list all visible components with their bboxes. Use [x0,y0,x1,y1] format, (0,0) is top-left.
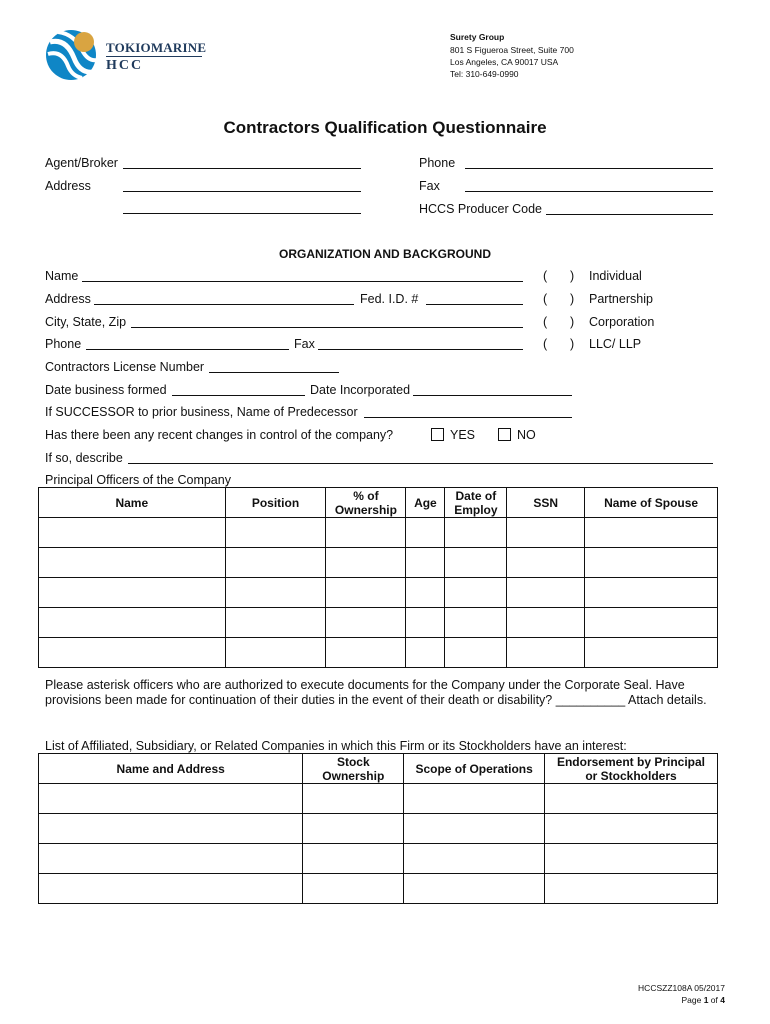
city-state-zip-field[interactable] [131,327,523,328]
yes-label: YES [450,428,476,442]
entity-individual: Individual [589,269,642,283]
producer-code-field[interactable] [546,214,713,215]
org-name-field[interactable] [82,281,523,282]
table-row [39,874,718,904]
entity-llc-llp: LLC/ LLP [589,337,642,351]
agent-phone-label: Phone [419,156,456,170]
officers-header-row [39,488,718,518]
agent-fax-field[interactable] [465,191,713,192]
section-heading-organization: ORGANIZATION AND BACKGROUND [279,247,491,261]
table-row [39,518,718,548]
col-header-spouse: Name of Spouse [585,488,718,518]
table-row [39,638,718,668]
agent-fax-label: Fax [419,179,440,193]
city-state-zip-label: City, State, Zip [45,315,127,329]
org-phone-field[interactable] [86,349,289,350]
entity-paren-close[interactable]: ) [570,315,575,329]
officers-caption: Principal Officers of the Company [45,473,231,487]
table-row [39,814,718,844]
company-street: 801 S Figueroa Street, Suite 700 [450,45,574,55]
describe-label: If so, describe [45,451,123,465]
no-checkbox[interactable] [498,428,511,441]
date-formed-field[interactable] [172,395,305,396]
logo-divider [106,56,202,57]
company-city: Los Angeles, CA 90017 USA [450,57,559,67]
col-header-stock-ownership: Stock Ownership [303,754,404,784]
col-header-age: Age [406,488,445,518]
col-header-position: Position [225,488,326,518]
agent-address-field-2[interactable] [123,213,361,214]
license-number-field[interactable] [209,372,339,373]
agent-address-field[interactable] [123,191,361,192]
logo-line1: TOKIOMARINE [106,40,207,55]
col-header-ssn: SSN [507,488,585,518]
date-incorporated-label: Date Incorporated [310,383,411,397]
affiliates-header-row [39,754,718,784]
company-tel: Tel: 310-649-0990 [450,69,519,79]
producer-code-label: HCCS Producer Code [419,202,542,216]
date-incorporated-field[interactable] [413,395,572,396]
describe-field[interactable] [128,463,713,464]
entity-corporation: Corporation [589,315,655,329]
entity-partnership: Partnership [589,292,653,306]
agent-address-label: Address [45,179,91,193]
form-id: HCCSZZ108A 05/2017 [638,983,725,993]
affiliates-caption: List of Affiliated, Subsidiary, or Related Companies in which this Firm or its Stockholders have an interest: [45,739,627,753]
col-header-ownership: % of Ownership [326,488,406,518]
fed-id-field[interactable] [426,304,523,305]
officers-table [38,487,718,668]
entity-paren-open[interactable]: ( [543,315,548,329]
logo-line2: HCC [106,58,144,73]
entity-paren-close[interactable]: ) [570,292,575,306]
entity-paren-open[interactable]: ( [543,269,548,283]
org-phone-label: Phone [45,337,82,351]
agent-phone-field[interactable] [465,168,713,169]
table-row [39,844,718,874]
col-header-date-employ: Date of Employ [445,488,507,518]
col-header-name-address: Name and Address [39,754,303,784]
entity-paren-close[interactable]: ) [570,269,575,283]
company-name: Surety Group [450,32,505,42]
table-row [39,548,718,578]
agent-broker-field[interactable] [123,168,361,169]
org-fax-field[interactable] [318,349,523,350]
entity-paren-open[interactable]: ( [543,337,548,351]
successor-label: If SUCCESSOR to prior business, Name of Predecessor [45,405,358,419]
org-fax-label: Fax [294,337,315,351]
table-row [39,578,718,608]
tokio-marine-emblem-icon [44,28,104,82]
company-logo [44,28,209,82]
agent-broker-label: Agent/Broker [45,156,118,170]
changes-question: Has there been any recent changes in control of the company? [45,428,394,442]
successor-field[interactable] [364,417,572,418]
col-header-scope: Scope of Operations [404,754,545,784]
officers-note: Please asterisk officers who are authorized to execute documents for the Company under the Corporate Seal. Have provisions been made for continuation of their duties in the event of their death or disability? __________ Attach details. [45,678,707,707]
page-title: Contractors Qualification Questionnaire [223,118,547,137]
org-address-field[interactable] [94,304,354,305]
fed-id-label: Fed. I.D. # [360,292,419,306]
entity-paren-open[interactable]: ( [543,292,548,306]
org-name-label: Name [45,269,79,283]
yes-checkbox[interactable] [431,428,444,441]
no-label: NO [517,428,536,442]
org-address-label: Address [45,292,91,306]
license-number-label: Contractors License Number [45,360,205,374]
table-row [39,608,718,638]
col-header-endorsement: Endorsement by Principal or Stockholders [545,754,718,784]
table-row [39,784,718,814]
date-formed-label: Date business formed [45,383,167,397]
affiliates-table [38,753,718,904]
page-number: Page 1 of 4 [681,995,725,1005]
col-header-name: Name [39,488,226,518]
entity-paren-close[interactable]: ) [570,337,575,351]
